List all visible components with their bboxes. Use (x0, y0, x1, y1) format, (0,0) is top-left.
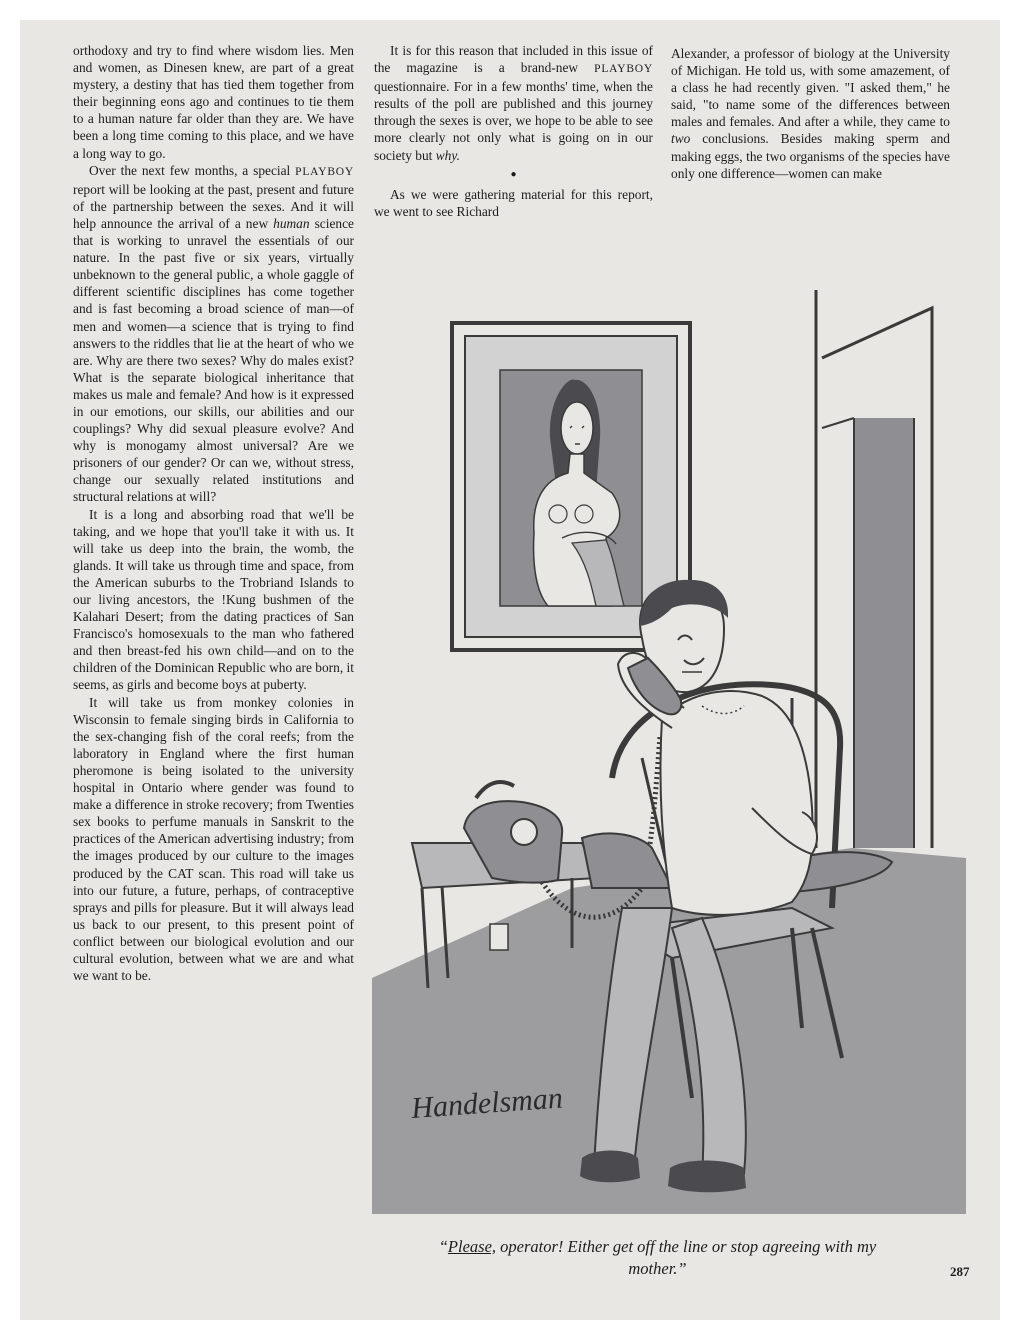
text-run: It is for this reason that included in this issue of the magazine is a brand-new (374, 43, 653, 76)
caption-text: operator! Either get off the line or stop agreeing with my mother.” (496, 1237, 877, 1278)
paragraph (671, 45, 950, 182)
text-run: Over the next few months, a special (89, 162, 296, 178)
cartoon-drawing (372, 288, 966, 1214)
section-bullet: ● (510, 168, 517, 180)
paragraph: It is a long and absorbing road that we'll be taking, and we hope that you'll take it with us. It will take us deep into the brain, the womb, the glands. It will take us through time and space, from the American suburbs to the Trobriand Islands to our living ancestors, the !Kung bushmen of the Kalahari Desert; from the dating practices of San Francisco's homosexuals to the man who fathered and then breast-fed his own child—and on to the children of the Dominican Republic who are born, it seems, as girls and become boys at puberty. (73, 506, 354, 693)
paragraph: orthodoxy and try to find where wisdom lies. Men and women, as Dinesen knew, are part of a great mystery, a destiny that has tied them together from their beginning eons ago and continues to tie them to a human nature far older than they are. We have been a long time coming to this place, and we have a long way to go. (73, 43, 354, 161)
article-column-2 (374, 42, 653, 220)
caption-underlined-word: Please, (447, 1237, 497, 1256)
text-run: science that is working to unravel the essentials of our nature. In the past five or six years, virtually unbeknown to the general public, a whole gaggle of different scientific disciplines has come together and is fast becoming a broad science of man—of men and women—a science that is trying to find answers to the riddles that lie at the heart of who we are. Why are there two sexes? Why do males exist? What is the separate biological inheritance that makes us male and female? And how is it expressed in our emotions, our skills, our abilities and our couplings? Why did sexual pleasure evolve? And why is monogamy almost universal? Are we prisoners of our gender? Or can we, without stress, change our sexually related institutions and structural relations at will? (73, 215, 354, 505)
paragraph: As we were gathering material for this report, we went to see Richard (374, 186, 653, 219)
brand-name: PLAYBOY (295, 165, 354, 178)
article-column-3 (671, 45, 950, 182)
emphasis: why. (435, 147, 460, 163)
emphasis: two (671, 131, 691, 147)
cartoon-illustration (372, 288, 966, 1214)
text-run: Alexander, a professor of biology at the University of Michigan. He told us, with some amazement, of a class he had recently given. "I asked them," he said, "to name some of the differences between males and females. And after a while, they came to (671, 46, 950, 130)
artist-signature: Handelsman (410, 1081, 564, 1125)
brand-name: PLAYBOY (594, 63, 653, 76)
caption-open-quote: “ (438, 1237, 448, 1256)
text-run: report will be looking at the past, present and future of the partnership between the sexes. And it will help announce the arrival of a new (73, 181, 354, 231)
text-run: questionnaire. For in a few months' time, when the results of the poll are published and this journey through the sexes is over, we hope to be able to see more clearly not only what is going on in our society but (374, 79, 653, 163)
article-column-1 (73, 42, 354, 984)
paragraph (73, 162, 354, 506)
emphasis: human (273, 215, 310, 231)
page-number: 287 (950, 1264, 970, 1279)
paragraph (374, 42, 653, 164)
text-run: conclusions. Besides making sperm and making eggs, the two organisms of the species have only one difference—women can make (671, 131, 950, 181)
cartoon-caption (420, 1236, 895, 1280)
paragraph: It will take us from monkey colonies in Wisconsin to female singing birds in California to the sex-changing fish of the coral reefs; from the laboratory in England where the first human pheromone is being isolated to the university hospital in Ontario where gender was found to make a difference in stroke recovery; from Twenties sex books to perfume manuals in Sanskrit to the practices of the American advertising industry; from the images produced by our culture to the images produced by the CAT scan. This road will take us into our future, a future, perhaps, of contraceptive sprays and pills for pleasure. But it will always lead us back to our present, to this present point of conflict between our biological evolution and our cultural evolution, between what we are and what we want to be. (73, 694, 354, 984)
